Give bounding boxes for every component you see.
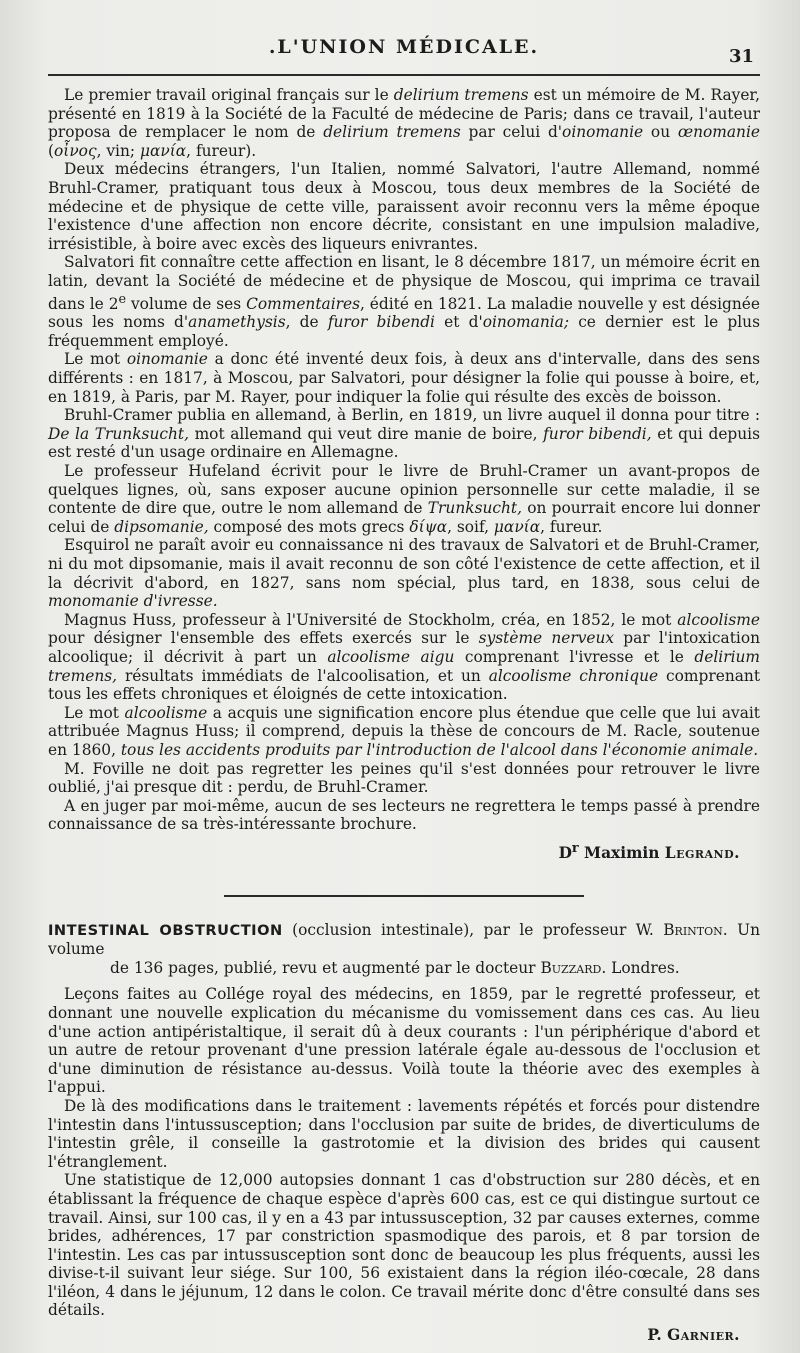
section-separator xyxy=(224,895,584,897)
paragraph-11: A en juger par moi-même, aucun de ses lecteurs ne regrettera le temps passé à prendre connaissance de sa très-intéressante brochure. xyxy=(48,796,760,834)
review-paragraph-1: Leçons faites au Collége royal des médecins, en 1859, par le regretté professeur, et donnant une nouvelle explication du mécanisme du vomissement dans ces cas. Au lieu d'une action antipéristaltique, il serait dû à deux courants : l'un périphérique d'abord et un autre de retour provenant d'une pression latérale égale au-dessous de l'occlusion et d'une diminution de résistance au-dessus. Voilà toute la théorie avec des exemples à l'appui. xyxy=(48,985,760,1097)
paragraph-9: Le mot alcoolisme a acquis une signification encore plus étendue que celle que lui avait attribuée Magnus Huss; il comprend, depuis la thèse de concours de M. Racle, soutenue en 1860, tous les accidents produits par l'introduction de l'alcool dans l'économie animale. xyxy=(48,703,760,759)
article-body xyxy=(48,86,760,1345)
header-rule xyxy=(48,74,760,76)
paragraph-2: Deux médecins étrangers, l'un Italien, nommé Salvatori, l'autre Allemand, nommé Bruhl-Cramer, pratiquant tous deux à Moscou, tous deux membres de la Société de médecine et de physique de cette ville, paraissent avoir reconnu vers la même époque l'existence d'une affection non encore décrite, consistant en une impulsion maladive, irrésistible, à boire avec excès des liqueurs enivrantes. xyxy=(48,160,760,253)
review-paragraph-3: Une statistique de 12,000 autopsies donnant 1 cas d'obstruction sur 280 décès, et en établissant la fréquence de chaque espèce d'après 600 cas, est ce qui distingue surtout ce travail. Ainsi, sur 100 cas, il y en a 43 par intussusception, 32 par causes externes, comme brides, adhérences, 17 par constriction spasmodique des parois, et 8 par torsion de l'intestin. Les cas par intussusception sont donc de beaucoup les plus fréquents, aussi les divise-t-il suivant leur siége. Sur 100, 56 existaient dans la région iléo-cœcale, 28 dans l'iléon, 4 dans le jéjunum, 12 dans le colon. Ce travail mérite donc d'être consulté dans ses détails. xyxy=(48,1171,760,1320)
article-signature: $D^r$ Maximin Legrand. xyxy=(558,840,740,862)
paragraph-10: M. Foville ne doit pas regretter les peines qu'il s'est données pour retrouver le livre oublié, j'ai presque dit : perdu, de Bruhl-Cramer. xyxy=(48,759,760,797)
review-title: INTESTINAL OBSTRUCTION xyxy=(48,921,283,939)
running-title: .L'UNION MÉDICALE. xyxy=(268,36,540,58)
paragraph-7: Esquirol ne paraît avoir eu connaissance ni des travaux de Salvatori et de Bruhl-Cramer, ni du mot dipsomanie, mais il avait reconnu de son côté l'existence de cette affection, et il la décrivit d'abord, en 1827, sans nom spécial, plus tard, en 1838, sous celui de monomanie d'ivresse. xyxy=(48,536,760,611)
paragraph-8: Magnus Huss, professeur à l'Université de Stockholm, créa, en 1852, le mot alcoolisme pour désigner l'ensemble des effets exercés sur le système nerveux par l'intoxication alcoolique; il décrivit à part un alcoolisme aigu comprenant l'ivresse et le delirium tremens, résultats immédiats de l'alcoolisation, et un alcoolisme chronique comprenant tous les effets chroniques et éloignés de cette intoxication. xyxy=(48,610,761,704)
review-heading: INTESTINAL OBSTRUCTION (occlusion intestinale), par le professeur W. Brinton. Un volume de 136 pages, publié, revu et augmenté par le docteur Buzzard. Londres. xyxy=(48,920,761,977)
review-signature: P. Garnier. xyxy=(647,1326,740,1345)
paragraph-1: Le premier travail original français sur le delirium tremens est un mémoire de M. Rayer, présenté en 1819 à la Société de la Faculté de médecine de Paris; dans ce travail, l'auteur proposa de remplacer le nom de delirium tremens par celui d'oinomanie ou œnomanie (οἶνος, vin; μανία, fureur). xyxy=(48,86,760,160)
paragraph-5: Bruhl-Cramer publia en allemand, à Berlin, en 1819, un livre auquel il donna pour titre : De la Trunksucht, mot allemand qui veut dire manie de boire, furor bibendi, et qui depuis est resté d'un usage ordinaire en Allemagne. xyxy=(48,406,761,462)
paragraph-6: Le professeur Hufeland écrivit pour le livre de Bruhl-Cramer un avant-propos de quelques lignes, où, sans exposer aucune opinion personnelle sur cette maladie, il se contente de dire que, outre le nom allemand de Trunksucht, on pourrait encore lui donner celui de dipsomanie, composé des mots grecs δίψα, soif, μανία, fureur. xyxy=(48,462,761,536)
paragraph-4: Le mot oinomanie a donc été inventé deux fois, à deux ans d'intervalle, dans des sens différents : en 1817, à Moscou, par Salvatori, pour désigner la folie qui pousse à boire, et, en 1819, à Paris, par M. Rayer, pour indiquer la folie qui résulte des excès de boisson. xyxy=(48,350,760,406)
paragraph-3: Salvatori fit connaître cette affection en lisant, le 8 décembre 1817, un mémoire écrit en latin, devant la Société de médecine et de physique de Moscou, qui imprima ce travail dans le 2e volume de ses Commentaires, édité en 1821. La maladie nouvelle y est désignée sous les noms d'anamethysis, de furor bibendi et d'oinomania; ce dernier est le plus fréquemment employé. xyxy=(48,253,760,350)
gap xyxy=(48,977,760,985)
review-paragraph-2: De là des modifications dans le traitement : lavements répétés et forcés pour distendre l'intestin dans l'intussusception; dans l'occlusion par suite de brides, de diverticulums de l'intestin grêle, il conseille la gastrotomie et la division des brides qui causent l'étranglement. xyxy=(48,1096,760,1171)
page-header xyxy=(48,30,760,70)
page-number: 31 xyxy=(728,46,754,67)
